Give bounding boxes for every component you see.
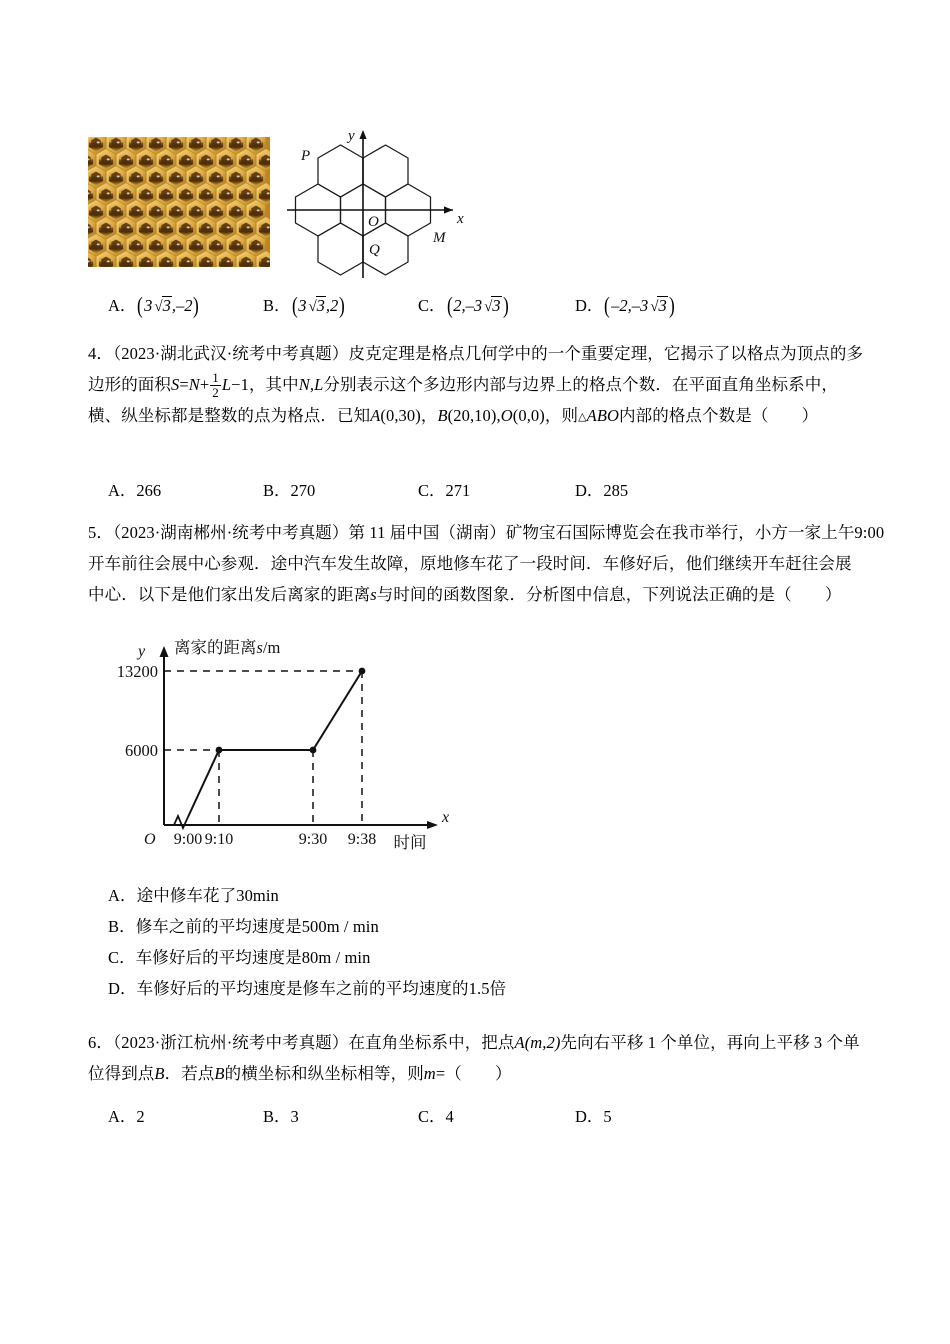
formula-l: L (221, 375, 232, 394)
y-axis-arrow (359, 130, 366, 139)
question6-point-a-coords: (m,2) (524, 1033, 561, 1052)
comma-1: ， (420, 406, 438, 426)
formula-s: S (171, 375, 180, 394)
formula-plus: + (199, 375, 210, 394)
hexagon-lattice-diagram (285, 118, 485, 286)
question6-text-2b: ．若点 (164, 1064, 215, 1083)
question4-line-2 (88, 369, 878, 400)
comma-2: , (496, 406, 501, 426)
question4-text-3a: 横、纵坐标都是整数的点为格点．已知 (88, 406, 371, 426)
question4-line-1 (88, 338, 878, 369)
question5-option-b[interactable]: B．修车之前的平均速度是500m / min (108, 917, 379, 936)
chart-point-910 (216, 747, 223, 754)
hex-origin-label: O (368, 214, 379, 230)
hex-point-q-label: Q (369, 242, 380, 258)
question6-text-2d: =（ ） (435, 1064, 512, 1083)
question5-option-d[interactable]: D．车修好后的平均速度是修车之前的平均速度的1.5倍 (108, 979, 507, 998)
question5-text-3b: 与时间的函数图象．分析图中信息，下列说法正确的是（ ） (376, 585, 842, 604)
question6-text-2a: 位得到点 (88, 1064, 155, 1083)
question5-line-1 (88, 517, 885, 548)
chart-y-arrow (160, 646, 169, 657)
fraction-numerator: 1 (212, 369, 219, 385)
chart-ylabel-6000: 6000 (125, 741, 158, 760)
hex-y-axis-label: y (348, 128, 355, 144)
question5-source: （2023·湖南郴州·统考中考真题） (112, 523, 349, 542)
question-6-block (88, 1027, 878, 1089)
point-b-coords: (20,10) (447, 406, 497, 426)
question3-options (88, 292, 868, 323)
point-a-coords: (0,30) (380, 406, 421, 426)
chart-data-line (188, 671, 362, 817)
question6-number: 6． (88, 1033, 113, 1052)
point-o-coords: (0,0) (512, 406, 545, 426)
question5-number: 5． (88, 523, 113, 542)
question6-option-b[interactable]: B．3 (263, 1107, 299, 1126)
question4-options (88, 477, 868, 508)
question6-point-b: B (154, 1064, 165, 1083)
question6-text-1a: 在直角坐标系中，把点 (348, 1033, 515, 1052)
variable-s: s (370, 585, 377, 604)
question4-line-3 (88, 400, 878, 433)
question4-number: 4． (88, 344, 113, 363)
chart-y-symbol: y (138, 643, 146, 660)
question-5-block (88, 517, 885, 610)
question3-figure-row (88, 118, 488, 286)
question6-option-c[interactable]: C．4 (418, 1107, 454, 1126)
question4-option-c[interactable]: C．271 (418, 481, 471, 500)
chart-xlabel-930: 9:30 (298, 831, 328, 848)
fraction-denominator: 2 (212, 385, 219, 400)
point-a-name: A (370, 406, 381, 426)
question6-line-2 (88, 1058, 878, 1089)
question4-text-2c: 分别表示这个多边形内部与边界上的格点个数．在平面直角坐标系中， (323, 375, 838, 394)
x-axis-arrow (444, 206, 453, 213)
question3-option-a[interactable]: A．(3 √3,–2) (108, 293, 200, 318)
question-4-block (88, 338, 878, 433)
chart-xlabel-900: 9:00 (173, 831, 203, 848)
chart-point-938 (359, 668, 366, 675)
point-o-name: O (500, 406, 513, 426)
distance-time-chart (80, 628, 480, 866)
question4-source: （2023·湖北武汉·统考中考真题） (112, 344, 349, 363)
question6-options (88, 1103, 868, 1134)
chart-ylabel-13200: 13200 (116, 662, 158, 681)
question4-text-2a: 边形的面积 (88, 375, 171, 394)
question4-option-b[interactable]: B．270 (263, 481, 316, 500)
question6-text-2c: 的横坐标和纵坐标相等，则 (224, 1064, 424, 1083)
formula-n: N (188, 375, 200, 394)
question6-option-a[interactable]: A．2 (108, 1107, 145, 1126)
question5-text-1: 第 11 届中国（湖南）矿物宝石国际博览会在我市举行，小方一家上午9:00 (348, 523, 885, 542)
axis-break-mark (174, 816, 188, 828)
triangle-abo: ABO (586, 406, 620, 426)
question5-line-2: 开车前往会展中心参观．途中汽车发生故障，原地修车花了一段时间．车修好后，他们继续开车赶往会展 (88, 554, 852, 573)
chart-origin-label: O (144, 831, 156, 848)
question6-point-a: A (514, 1033, 525, 1052)
chart-xlabel-910: 9:10 (204, 831, 234, 848)
hex-point-m-label: M (433, 230, 446, 246)
question6-line-1 (88, 1027, 878, 1058)
question6-option-d[interactable]: D．5 (575, 1107, 612, 1126)
question5-option-c[interactable]: C．车修好后的平均速度是80m / min (108, 948, 371, 967)
question4-option-a[interactable]: A．266 (108, 481, 162, 500)
formula-minus-one: −1 (231, 375, 249, 394)
question4-text-1: 皮克定理是格点几何学中的一个重要定理，它揭示了以格点为顶点的多 (348, 344, 864, 363)
question4-text-3b: ，则 (544, 406, 579, 426)
chart-x-title: 时间 (393, 833, 427, 852)
question6-text-1b: 先向右平移 1 个单位，再向上平移 3 个单 (560, 1033, 860, 1052)
chart-xlabel-938: 9:38 (347, 831, 377, 848)
question5-line-3 (88, 579, 878, 610)
question6-point-b-2: B (214, 1064, 225, 1083)
formula-n-l: N,L (298, 375, 324, 394)
question4-text-2b: ，其中 (248, 375, 299, 394)
formula-eq: = (179, 375, 189, 394)
question3-option-d[interactable]: D．(–2,–3 √3) (575, 293, 675, 318)
chart-point-930 (310, 747, 317, 754)
question4-text-3c: 内部的格点个数是（ ） (619, 406, 819, 426)
question3-option-b[interactable]: B．(3 √3,2) (263, 293, 346, 318)
chart-x-symbol: x (442, 809, 450, 826)
honeycomb-photo (88, 137, 270, 267)
question5-options (88, 880, 868, 1004)
triangle-symbol: △ (578, 411, 587, 424)
question3-option-c[interactable]: C．(2,–3 √3) (418, 293, 509, 318)
question5-text-3a: 中心．以下是他们家出发后离家的距离 (88, 585, 371, 604)
point-b-name: B (437, 406, 448, 426)
question4-option-d[interactable]: D．285 (575, 481, 629, 500)
question6-variable-m: m (423, 1064, 436, 1083)
hex-point-p-label: P (301, 148, 311, 164)
chart-x-arrow (427, 821, 438, 829)
hex-x-axis-label: x (457, 211, 464, 227)
question5-option-a[interactable]: A．途中修车花了30min (108, 886, 279, 905)
question6-source: （2023·浙江杭州·统考中考真题） (112, 1033, 349, 1052)
formula-half-fraction (210, 371, 221, 400)
chart-y-title: 离家的距离s/m (174, 638, 281, 657)
